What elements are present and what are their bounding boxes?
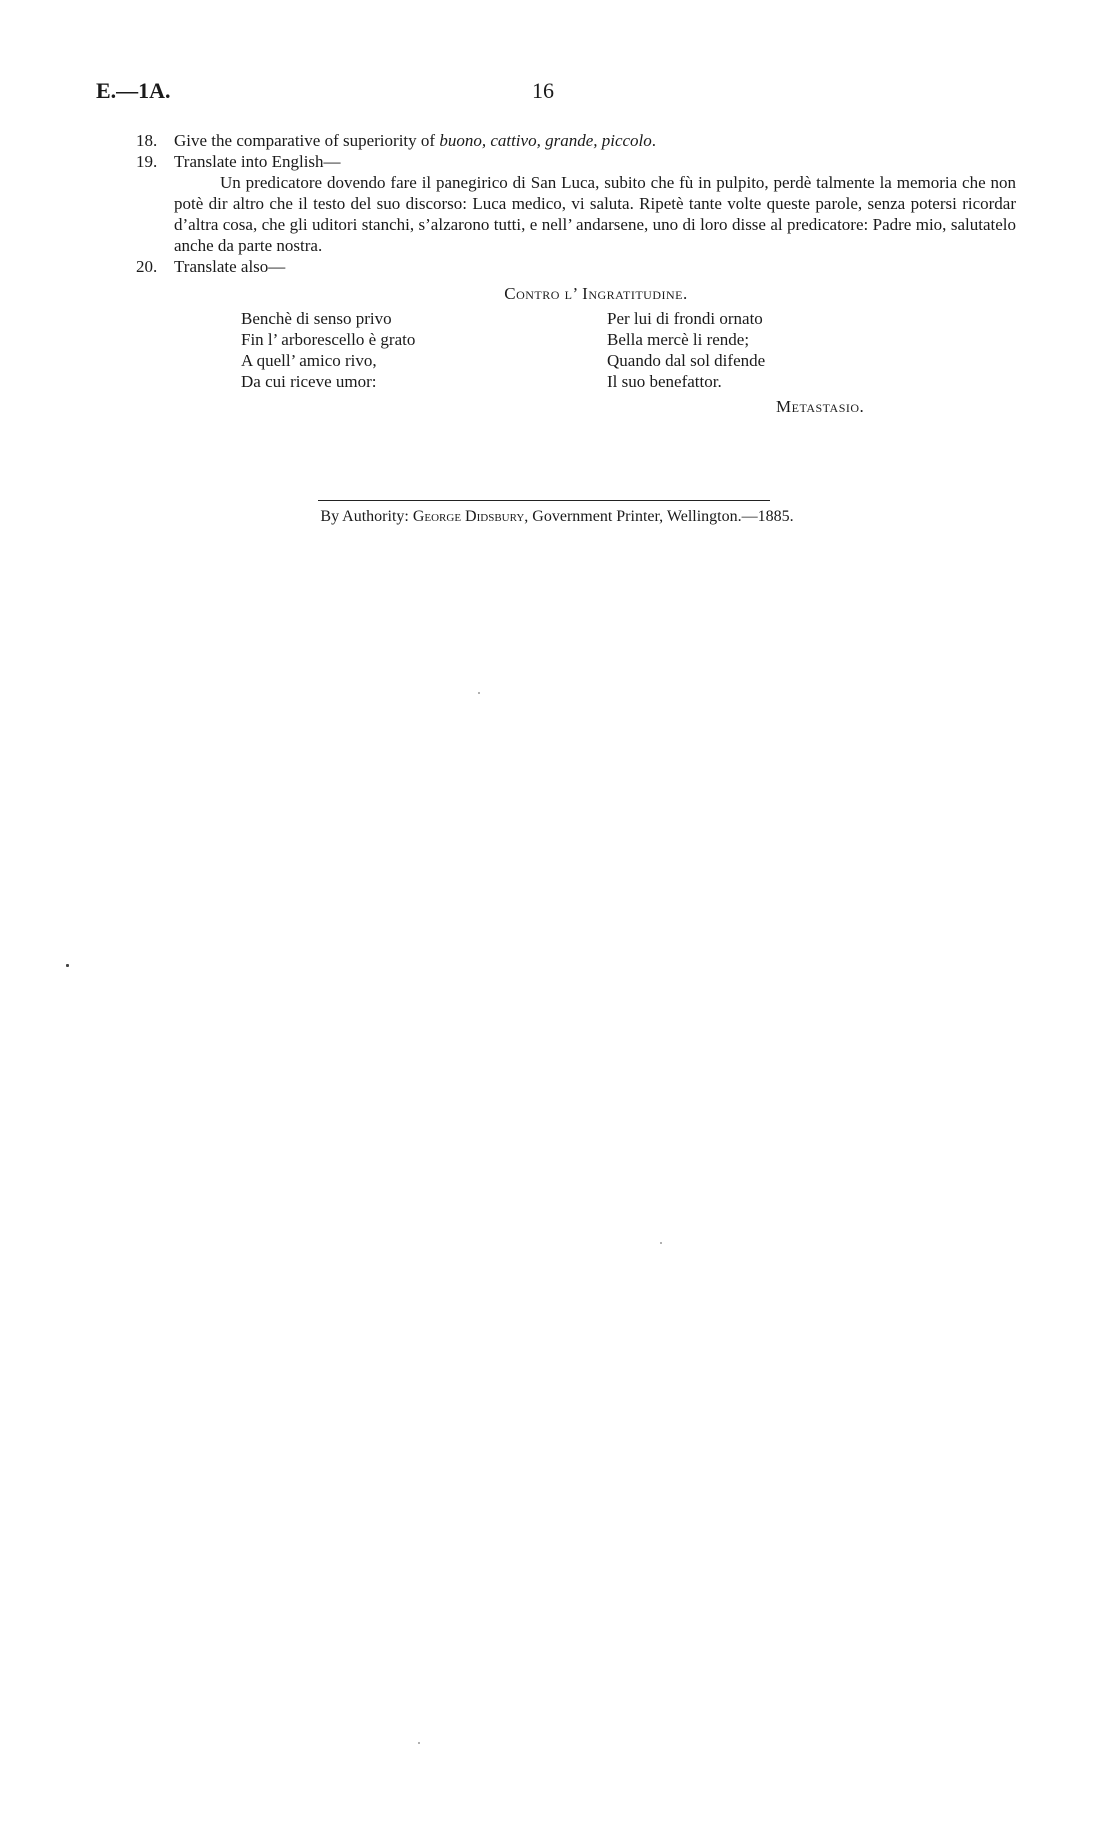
printer-name: George Didsbury — [412, 508, 525, 525]
page-header — [96, 78, 1016, 108]
poem-line: Il suo benefattor. — [607, 372, 722, 391]
poem-line: Da cui riceve umor: — [241, 372, 377, 391]
poem — [136, 308, 1016, 418]
poem-line: Quando dal sol difende — [607, 351, 766, 370]
poem-line: Per lui di frondi ornato — [607, 309, 763, 328]
poet-name: Metastasio. — [776, 397, 865, 416]
question-19 — [136, 151, 1016, 256]
question-18 — [136, 130, 1016, 151]
poem-line: Benchè di senso privo — [241, 309, 392, 328]
poem-stanza-left — [241, 308, 415, 392]
poem-line: A quell’ amico rivo, — [241, 351, 377, 370]
paper-speck — [478, 692, 480, 694]
paper-speck — [66, 964, 69, 967]
paper-speck — [418, 1742, 420, 1744]
poem-title: Contro l’ Ingratitudine. — [504, 284, 688, 303]
question-instruction: Translate into English— — [174, 152, 341, 171]
imprint-prefix: By Authority: — [320, 508, 413, 525]
poem-stanza-right — [607, 308, 765, 392]
question-instruction: Translate also— — [174, 257, 286, 276]
poem-line: Bella mercè li rende; — [607, 330, 750, 349]
poem-line: Fin l’ arborescello è grato — [241, 330, 416, 349]
question-number: 18. — [136, 131, 158, 150]
italian-words: buono, cattivo, grande, piccolo — [439, 131, 652, 150]
imprint-suffix: , Government Printer, Wellington.—1885. — [524, 508, 794, 525]
italian-passage: Un predicatore dovendo fare il panegirico di San Luca, subito che fù in pulpito, perdè talmente la memoria che non potè dir altro che il testo del suo discorso: Luca medico, vi saluta. Ripetè tante volte queste parole, senza potersi ricordar d’altra cosa, che gli uditori stanchi, s’alzarono tutti, e nell’ andarsene, uno di loro disse al predicatore: Padre mio, salutatelo anche da parte nostra. — [174, 173, 1016, 255]
question-20 — [136, 256, 1016, 277]
footer-rule — [318, 500, 770, 501]
exam-body — [136, 130, 1016, 418]
page-number: 16 — [532, 78, 554, 103]
question-number: 19. — [136, 152, 158, 171]
question-text: Give the comparative of superiority of — [174, 131, 440, 150]
paper-speck — [660, 1242, 662, 1244]
document-code: E.—1A. — [96, 78, 171, 103]
question-number: 20. — [136, 257, 158, 276]
question-suffix: . — [651, 131, 657, 150]
printer-imprint — [0, 508, 1114, 526]
